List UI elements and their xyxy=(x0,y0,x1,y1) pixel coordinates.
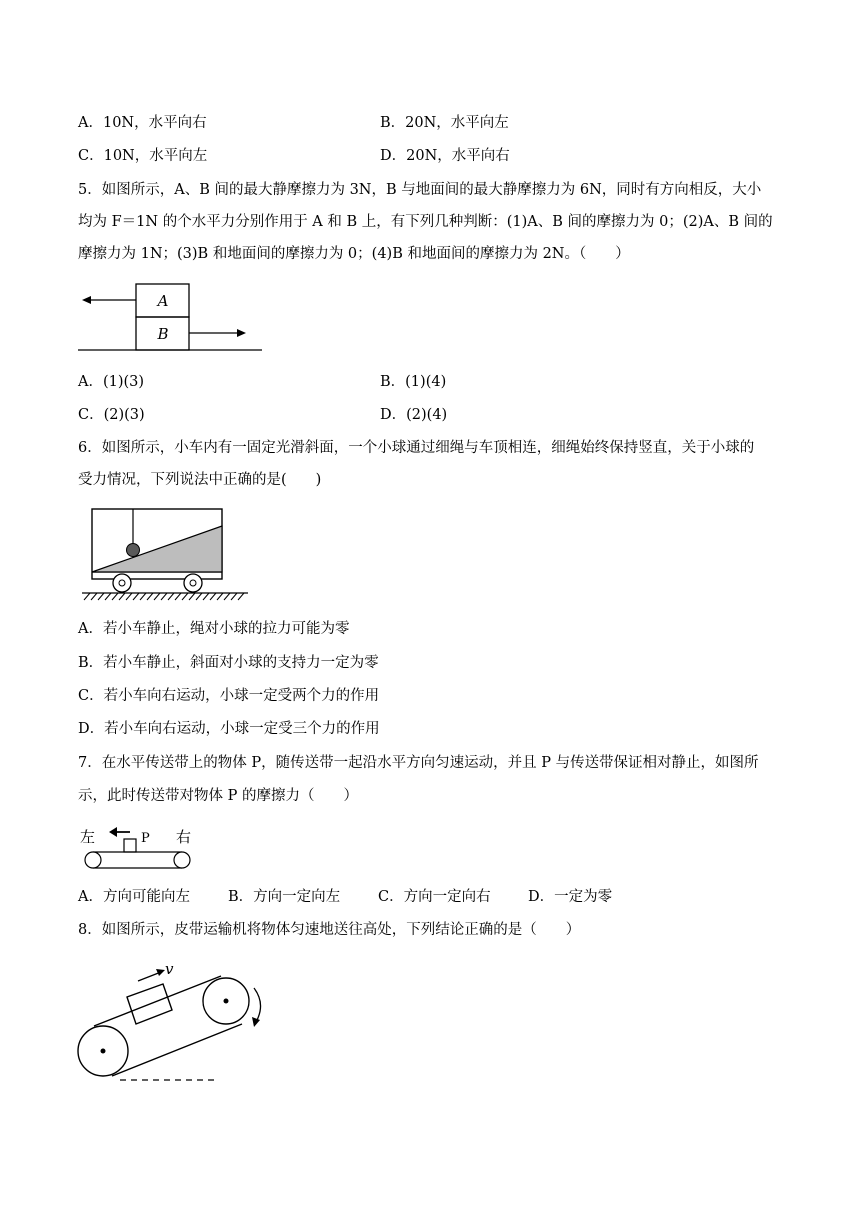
q5-option-c: C．(2)(3) xyxy=(78,407,145,423)
q7-option-c: C．方向一定向右 xyxy=(378,889,491,905)
force-arrow-right-head xyxy=(237,329,246,337)
upper-pulley-axle xyxy=(224,999,229,1004)
q6-option-c: C．若小车向右运动，小球一定受两个力的作用 xyxy=(78,688,380,704)
q7-option-a: A．方向可能向左 xyxy=(78,889,190,905)
q6-stem-line-1: 6．如图所示，小车内有一固定光滑斜面，一个小球通过细绳与车顶相连，细绳始终保持竖直，关于小球的 xyxy=(78,440,755,456)
q5-option-d: D．(2)(4) xyxy=(380,407,448,423)
label-right: 右 xyxy=(176,828,192,846)
q5-stem-line-3: 摩擦力为 1N；(3)B 和地面间的摩擦力为 0；(4)B 和地面间的摩擦力为 2N。（ ） xyxy=(78,246,630,262)
q6-option-b: B．若小车静止，斜面对小球的支持力一定为零 xyxy=(78,655,379,671)
q4-option-b: B．20N，水平向左 xyxy=(380,115,509,131)
block-a-label: A xyxy=(157,292,169,310)
q8-stem-line-1: 8．如图所示，皮带运输机将物体匀速地送往高处，下列结论正确的是（ ） xyxy=(78,922,581,938)
object-p xyxy=(124,839,136,852)
q4-option-c: C．10N，水平向左 xyxy=(78,148,208,164)
q5-stem-line-2: 均为 F＝1N 的个水平力分别作用于 A 和 B 上，有下列几种判断：(1)A、B 间的摩擦力为 0；(2)A、B 间的 xyxy=(78,214,773,230)
velocity-label: v xyxy=(165,960,174,978)
small-ball xyxy=(127,544,140,557)
q5-option-a: A．(1)(3) xyxy=(78,374,145,390)
q8-belt-conveyor-figure xyxy=(76,960,272,1084)
q6-option-d: D．若小车向右运动，小球一定受三个力的作用 xyxy=(78,721,380,737)
friction-arrow-head xyxy=(109,827,117,837)
ground-hatching xyxy=(84,593,244,600)
force-arrow-left-head xyxy=(82,296,91,304)
label-left: 左 xyxy=(80,828,96,846)
rotation-arrow xyxy=(254,988,261,1022)
rotation-arrow-head xyxy=(252,1017,260,1027)
q7-option-b: B．方向一定向左 xyxy=(228,889,341,905)
block-b-label: B xyxy=(157,325,169,343)
q6-option-a: A．若小车静止，绳对小球的拉力可能为零 xyxy=(78,621,350,637)
q7-options-row xyxy=(78,887,782,907)
velocity-arrow-head xyxy=(156,969,165,976)
belt-lower-edge xyxy=(112,1024,242,1076)
q5-stem-line-1: 5．如图所示，A、B 间的最大静摩擦力为 3N，B 与地面间的最大静摩擦力为 6N，同时有方向相反，大小 xyxy=(78,182,762,198)
q5-option-b: B．(1)(4) xyxy=(380,374,447,390)
left-wheel-hub xyxy=(119,580,125,586)
label-p: P xyxy=(141,831,150,846)
smooth-incline xyxy=(92,526,222,572)
right-roller xyxy=(174,852,190,868)
velocity-arrow xyxy=(138,972,161,981)
q7-stem-line-1: 7．在水平传送带上的物体 P，随传送带一起沿水平方向匀速运动，并且 P 与传送带保证相对静止，如图所 xyxy=(78,755,759,771)
q4-option-a: A．10N，水平向右 xyxy=(78,115,207,131)
q4-option-d: D．20N，水平向右 xyxy=(380,148,510,164)
q7-option-d: D．一定为零 xyxy=(528,889,613,905)
belt-upper-edge xyxy=(94,976,221,1026)
q6-stem-line-2: 受力情况，下列说法中正确的是( ) xyxy=(78,472,322,488)
q7-conveyor-figure xyxy=(78,822,196,872)
left-roller xyxy=(85,852,101,868)
q7-stem-line-2: 示，此时传送带对物体 P 的摩擦力（ ） xyxy=(78,788,358,804)
q5-blocks-figure xyxy=(76,282,266,354)
lower-pulley-axle xyxy=(101,1049,106,1054)
q6-cart-figure xyxy=(80,506,252,604)
right-wheel-hub xyxy=(190,580,196,586)
